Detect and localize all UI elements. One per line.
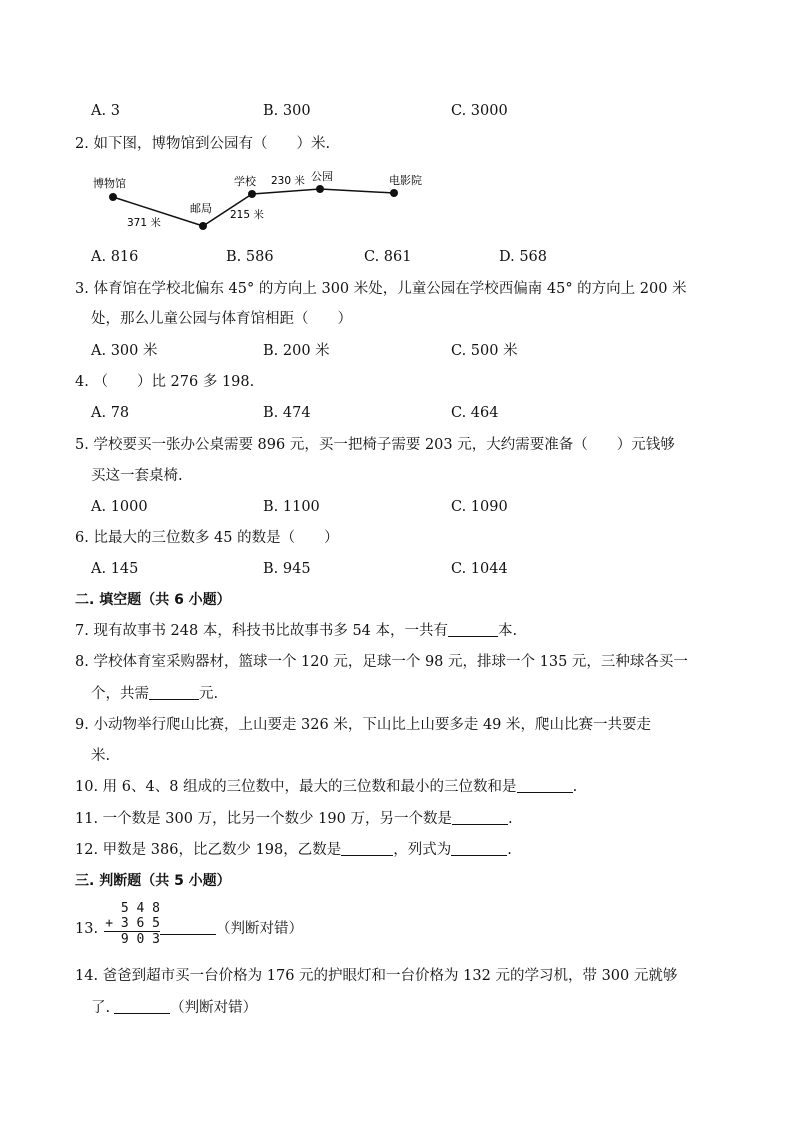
q2-option-a: A. 816 xyxy=(91,249,139,265)
q3-option-c: C. 500 米 xyxy=(451,343,518,359)
q9-line1: 9. 小动物举行爬山比赛，上山要走 326 米，下山比上山要多走 49 米，爬山比赛一共要走 xyxy=(75,717,652,733)
q12-answer-blank-1[interactable] xyxy=(341,841,393,856)
q5-stem-line1: 5. 学校要买一张办公桌需要 896 元，买一把椅子需要 203 元，大约需要准备（ ）元钱够 xyxy=(75,437,675,453)
q14-line1: 14. 爸爸到超市买一台价格为 176 元的护眼灯和一台价格为 132 元的学习机，带 300 元就够 xyxy=(75,968,678,984)
q13-vertical-addition xyxy=(104,901,160,947)
q5-stem-line2: 买这一套桌椅. xyxy=(91,468,183,484)
q5-option-b: B. 1100 xyxy=(263,499,320,515)
q12-line xyxy=(75,840,512,860)
q7-line xyxy=(75,621,517,641)
q10-line xyxy=(75,777,577,797)
q7-text-end: 本. xyxy=(498,623,518,639)
q4-option-b: B. 474 xyxy=(263,405,311,421)
post-office-point xyxy=(199,222,207,230)
q12-text-end: . xyxy=(507,842,512,858)
q5-option-c: C. 1090 xyxy=(451,499,508,515)
q6-option-b: B. 945 xyxy=(263,561,311,577)
q8-line2 xyxy=(91,684,218,704)
distance-label-215: 215 米 xyxy=(230,209,264,221)
q6-option-a: A. 145 xyxy=(91,561,139,577)
q13-judge-hint: （判断对错） xyxy=(216,921,303,937)
school-point xyxy=(248,190,256,198)
q11-text: 11. 一个数是 300 万，比另一个数少 190 万，另一个数是 xyxy=(75,811,452,827)
q3-option-b: B. 200 米 xyxy=(263,343,330,359)
q4-stem: 4. （ ）比 276 多 198. xyxy=(75,374,255,390)
q8-answer-blank[interactable] xyxy=(149,685,199,700)
q1-option-c: C. 3000 xyxy=(451,103,508,119)
q2-option-c: C. 861 xyxy=(364,249,412,265)
q13-line xyxy=(160,919,303,939)
section-fill-in-heading: 二. 填空题（共 6 小题） xyxy=(75,592,231,608)
q10-text-end: . xyxy=(572,779,578,795)
cinema-label: 电影院 xyxy=(389,174,422,187)
q13-answer-blank[interactable] xyxy=(160,920,216,935)
q2-option-b: B. 586 xyxy=(226,249,274,265)
distance-label-230: 230 米 xyxy=(271,175,305,187)
q10-answer-blank[interactable] xyxy=(517,778,573,793)
q8-line1: 8. 学校体育室采购器材，篮球一个 120 元，足球一个 98 元，排球一个 135 元，三种球各买一 xyxy=(75,654,688,670)
cinema-point xyxy=(390,189,398,197)
route-map-diagram xyxy=(90,165,430,240)
q3-stem-line2: 处，那么儿童公园与体育馆相距（ ） xyxy=(91,311,352,327)
section-true-false-heading: 三. 判断题（共 5 小题） xyxy=(75,873,231,889)
park-label: 公园 xyxy=(311,170,333,183)
q8-text-end: 元. xyxy=(199,686,219,702)
q7-text: 7. 现有故事书 248 本，科技书比故事书多 54 本，一共有 xyxy=(75,623,449,639)
q7-answer-blank[interactable] xyxy=(448,622,498,637)
q2-stem: 2. 如下图，博物馆到公园有（ ）米. xyxy=(75,136,331,152)
q6-option-c: C. 1044 xyxy=(451,561,508,577)
q2-option-d: D. 568 xyxy=(499,249,548,265)
q12-answer-blank-2[interactable] xyxy=(451,841,507,856)
q11-text-end: . xyxy=(507,811,513,827)
museum-label: 博物馆 xyxy=(93,177,126,190)
q4-option-a: A. 78 xyxy=(91,405,130,421)
park-point xyxy=(316,185,324,193)
q13-addend-bottom: + 3 6 5 xyxy=(105,916,160,931)
q6-stem: 6. 比最大的三位数多 45 的数是（ ） xyxy=(75,530,339,546)
q9-line2: 米. xyxy=(91,748,111,764)
q14-text: 了. xyxy=(91,1000,111,1016)
q14-line2 xyxy=(91,998,257,1018)
q13-addend-top: 5 4 8 xyxy=(120,901,160,916)
q14-answer-blank[interactable] xyxy=(114,999,170,1014)
museum-point xyxy=(109,193,117,201)
q1-option-a: A. 3 xyxy=(91,103,120,119)
distance-label-371: 371 米 xyxy=(127,217,161,229)
school-label: 学校 xyxy=(234,175,256,188)
q11-line xyxy=(75,809,513,829)
q12-text: 12. 甲数是 386，比乙数少 198，乙数是 xyxy=(75,842,342,858)
q8-text: 个，共需 xyxy=(91,686,149,702)
q3-stem-line1: 3. 体育馆在学校北偏东 45° 的方向上 300 米处，儿童公园在学校西偏南 45° 的方向上 200 米 xyxy=(75,281,687,297)
q11-answer-blank[interactable] xyxy=(452,810,508,825)
q12-text-mid: ，列式为 xyxy=(393,842,452,858)
q5-option-a: A. 1000 xyxy=(91,499,148,515)
q13-sum: 9 0 3 xyxy=(120,932,160,947)
post-office-label: 邮局 xyxy=(190,202,212,215)
q13-number: 13. xyxy=(75,921,99,937)
q4-option-c: C. 464 xyxy=(451,405,499,421)
q1-option-b: B. 300 xyxy=(263,103,311,119)
q3-option-a: A. 300 米 xyxy=(91,343,158,359)
q10-text: 10. 用 6、4、8 组成的三位数中，最大的三位数和最小的三位数和是 xyxy=(75,779,517,795)
q14-judge-hint: （判断对错） xyxy=(170,1000,258,1016)
